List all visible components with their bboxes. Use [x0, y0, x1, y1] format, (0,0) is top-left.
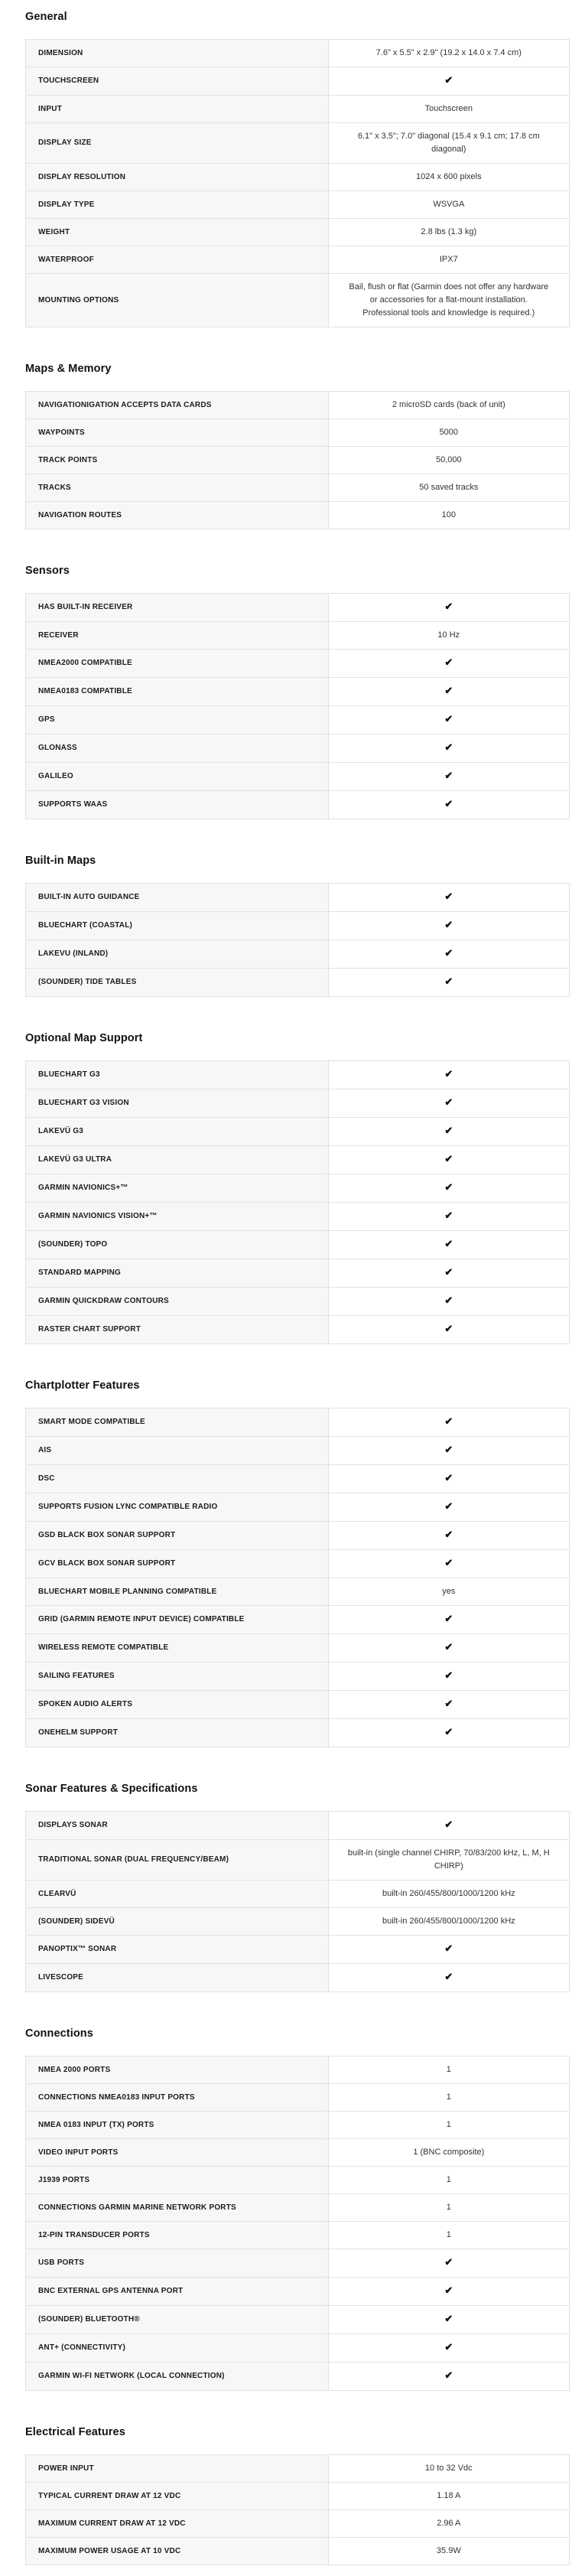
spec-label: BLUECHART (COASTAL): [26, 912, 329, 940]
spec-label: MAXIMUM CURRENT DRAW AT 12 VDC: [26, 2510, 329, 2538]
spec-value: [328, 1493, 569, 1522]
spec-section: [25, 363, 570, 529]
checkmark-icon: ✔: [444, 919, 453, 930]
checkmark-icon: ✔: [444, 1669, 453, 1681]
spec-table: [25, 1408, 570, 1747]
spec-row: [26, 2538, 570, 2565]
section-title: Sensors: [25, 565, 70, 577]
checkmark-icon: ✔: [444, 1125, 453, 1136]
checkmark-icon: ✔: [444, 2256, 453, 2268]
spec-label: LAKEVÜ G3: [26, 1118, 329, 1146]
spec-row: [26, 1663, 570, 1691]
spec-value: yes: [328, 1578, 569, 1606]
spec-table-body: [26, 594, 570, 819]
spec-row: [26, 2249, 570, 2278]
spec-row: [26, 734, 570, 763]
spec-row: [26, 1522, 570, 1550]
spec-row: [26, 2334, 570, 2363]
spec-section: [25, 855, 570, 997]
spec-row: [26, 123, 570, 164]
spec-row: [26, 67, 570, 96]
spec-table: [25, 39, 570, 327]
checkmark-icon: ✔: [444, 601, 453, 612]
spec-row: [26, 1908, 570, 1936]
spec-value: [328, 2334, 569, 2363]
spec-row: [26, 1061, 570, 1089]
section-title: Connections: [25, 2027, 93, 2040]
spec-section: [25, 1379, 570, 1747]
spec-value: [328, 1812, 569, 1840]
spec-row: [26, 447, 570, 474]
spec-row: [26, 2139, 570, 2167]
spec-value: [328, 1465, 569, 1493]
spec-label: ONEHELM SUPPORT: [26, 1719, 329, 1747]
spec-row: [26, 1465, 570, 1493]
spec-value: 2 microSD cards (back of unit): [328, 392, 569, 419]
spec-value: [328, 969, 569, 997]
section-title: Built-in Maps: [25, 855, 96, 867]
spec-row: [26, 1606, 570, 1634]
spec-value: [328, 912, 569, 940]
spec-section: [25, 565, 570, 819]
section-title: Maps & Memory: [25, 363, 112, 375]
checkmark-icon: ✔: [444, 1529, 453, 1540]
spec-value: WSVGA: [328, 191, 569, 219]
spec-row: [26, 1550, 570, 1578]
section-title: Sonar Features & Specifications: [25, 1783, 198, 1795]
spec-label: WIRELESS REMOTE COMPATIBLE: [26, 1634, 329, 1663]
spec-section: [25, 1783, 570, 1992]
spec-label: RASTER CHART SUPPORT: [26, 1316, 329, 1344]
checkmark-icon: ✔: [444, 770, 453, 781]
checkmark-icon: ✔: [444, 1726, 453, 1737]
spec-table: [25, 883, 570, 997]
spec-value: [328, 594, 569, 622]
spec-value: built-in (single channel CHIRP, 70/83/200 kHz, L, M, H CHIRP): [328, 1840, 569, 1881]
spec-label: J1939 PORTS: [26, 2167, 329, 2194]
spec-label: GPS: [26, 706, 329, 734]
spec-value: [328, 1522, 569, 1550]
spec-label: GARMIN NAVIONICS VISION+™: [26, 1203, 329, 1231]
checkmark-icon: ✔: [444, 1472, 453, 1483]
spec-label: LAKEVU (INLAND): [26, 940, 329, 969]
spec-value: 1: [328, 2167, 569, 2194]
spec-label: BLUECHART G3: [26, 1061, 329, 1089]
spec-value: [328, 1691, 569, 1719]
spec-section: [25, 2027, 570, 2391]
spec-row: [26, 2455, 570, 2483]
spec-value: 1: [328, 2112, 569, 2139]
spec-label: NMEA0183 COMPATIBLE: [26, 678, 329, 706]
checkmark-icon: ✔: [444, 1295, 453, 1306]
spec-value: [328, 678, 569, 706]
spec-label: INPUT: [26, 96, 329, 123]
spec-label: TOUCHSCREEN: [26, 67, 329, 96]
checkmark-icon: ✔: [444, 1557, 453, 1568]
spec-row: [26, 940, 570, 969]
checkmark-icon: ✔: [444, 1266, 453, 1278]
spec-value: [328, 1964, 569, 1992]
spec-label: CONNECTIONS NMEA0183 INPUT PORTS: [26, 2084, 329, 2112]
spec-label: DISPLAY RESOLUTION: [26, 164, 329, 191]
spec-value: [328, 1288, 569, 1316]
spec-row: [26, 622, 570, 650]
spec-value: [328, 1203, 569, 1231]
spec-value: 10 Hz: [328, 622, 569, 650]
spec-value: 1: [328, 2194, 569, 2222]
spec-section: [25, 11, 570, 327]
spec-sections: [25, 11, 570, 2565]
spec-label: GSD BLACK BOX SONAR SUPPORT: [26, 1522, 329, 1550]
spec-row: [26, 650, 570, 678]
spec-label: GARMIN QUICKDRAW CONTOURS: [26, 1288, 329, 1316]
spec-row: [26, 1203, 570, 1231]
spec-row: [26, 1408, 570, 1437]
section-title: General: [25, 11, 67, 23]
checkmark-icon: ✔: [444, 1444, 453, 1455]
spec-value: 5000: [328, 419, 569, 447]
spec-label: VIDEO INPUT PORTS: [26, 2139, 329, 2167]
spec-label: LAKEVÜ G3 ULTRA: [26, 1146, 329, 1174]
checkmark-icon: ✔: [444, 685, 453, 696]
spec-value: Touchscreen: [328, 96, 569, 123]
spec-table-body: [26, 2057, 570, 2391]
checkmark-icon: ✔: [444, 713, 453, 725]
spec-value: [328, 1146, 569, 1174]
spec-row: [26, 1812, 570, 1840]
spec-value: built-in 260/455/800/1000/1200 kHz: [328, 1881, 569, 1908]
spec-value: [328, 1437, 569, 1465]
spec-row: [26, 2510, 570, 2538]
checkmark-icon: ✔: [444, 2341, 453, 2353]
spec-label: BLUECHART G3 VISION: [26, 1089, 329, 1118]
spec-row: [26, 1231, 570, 1259]
spec-label: BLUECHART MOBILE PLANNING COMPATIBLE: [26, 1578, 329, 1606]
spec-value: Bail, flush or flat (Garmin does not offer any hardware or accessories for a flat-mount installation. Professional tools and knowledge is required.): [328, 274, 569, 327]
spec-label: MOUNTING OPTIONS: [26, 274, 329, 327]
checkmark-icon: ✔: [444, 1210, 453, 1221]
spec-label: GCV BLACK BOX SONAR SUPPORT: [26, 1550, 329, 1578]
spec-value: 1: [328, 2057, 569, 2084]
spec-row: [26, 1259, 570, 1288]
spec-label: CONNECTIONS GARMIN MARINE NETWORK PORTS: [26, 2194, 329, 2222]
spec-row: [26, 969, 570, 997]
spec-value: [328, 1719, 569, 1747]
spec-label: AIS: [26, 1437, 329, 1465]
checkmark-icon: ✔: [444, 1971, 453, 1982]
spec-label: WEIGHT: [26, 219, 329, 246]
spec-label: GRID (GARMIN REMOTE INPUT DEVICE) COMPATIBLE: [26, 1606, 329, 1634]
spec-row: [26, 40, 570, 67]
spec-row: [26, 1493, 570, 1522]
spec-row: [26, 191, 570, 219]
spec-table: [25, 2454, 570, 2565]
spec-label: WAYPOINTS: [26, 419, 329, 447]
spec-label: GALILEO: [26, 763, 329, 791]
spec-label: SAILING FEATURES: [26, 1663, 329, 1691]
spec-label: TRACK POINTS: [26, 447, 329, 474]
checkmark-icon: ✔: [444, 798, 453, 809]
spec-value: [328, 1408, 569, 1437]
spec-row: [26, 2363, 570, 2391]
checkmark-icon: ✔: [444, 1943, 453, 1954]
spec-table-body: [26, 1812, 570, 1992]
spec-value: 35.9W: [328, 2538, 569, 2565]
spec-table: [25, 593, 570, 819]
checkmark-icon: ✔: [444, 1500, 453, 1512]
checkmark-icon: ✔: [444, 741, 453, 753]
spec-label: SUPPORTS FUSION LYNC COMPATIBLE RADIO: [26, 1493, 329, 1522]
spec-row: [26, 1936, 570, 1964]
spec-label: NMEA2000 COMPATIBLE: [26, 650, 329, 678]
spec-row: [26, 1316, 570, 1344]
spec-value: [328, 1174, 569, 1203]
spec-label: GLONASS: [26, 734, 329, 763]
spec-row: [26, 2306, 570, 2334]
checkmark-icon: ✔: [444, 891, 453, 902]
spec-label: DISPLAY TYPE: [26, 191, 329, 219]
spec-label: CLEARVÜ: [26, 1881, 329, 1908]
spec-value: built-in 260/455/800/1000/1200 kHz: [328, 1908, 569, 1936]
spec-label: BUILT-IN AUTO GUIDANCE: [26, 884, 329, 912]
spec-table-body: [26, 2455, 570, 2565]
checkmark-icon: ✔: [444, 1068, 453, 1080]
spec-row: [26, 1578, 570, 1606]
spec-row: [26, 1719, 570, 1747]
spec-row: [26, 2222, 570, 2249]
spec-value: 1: [328, 2084, 569, 2112]
spec-row: [26, 1089, 570, 1118]
spec-value: [328, 1231, 569, 1259]
spec-label: (SOUNDER) SIDEVÜ: [26, 1908, 329, 1936]
spec-label: NMEA 0183 INPUT (TX) PORTS: [26, 2112, 329, 2139]
checkmark-icon: ✔: [444, 1238, 453, 1249]
checkmark-icon: ✔: [444, 1153, 453, 1164]
spec-value: 2.8 lbs (1.3 kg): [328, 219, 569, 246]
section-title: Chartplotter Features: [25, 1379, 140, 1392]
spec-value: [328, 940, 569, 969]
spec-row: [26, 1964, 570, 1992]
spec-row: [26, 706, 570, 734]
spec-label: WATERPROOF: [26, 246, 329, 274]
checkmark-icon: ✔: [444, 1698, 453, 1709]
checkmark-icon: ✔: [444, 1096, 453, 1108]
spec-value: [328, 2249, 569, 2278]
checkmark-icon: ✔: [444, 2313, 453, 2324]
spec-row: [26, 274, 570, 327]
spec-table-body: [26, 1061, 570, 1344]
spec-label: GARMIN WI-FI NETWORK (LOCAL CONNECTION): [26, 2363, 329, 2391]
spec-label: USB PORTS: [26, 2249, 329, 2278]
spec-label: MAXIMUM POWER USAGE AT 10 VDC: [26, 2538, 329, 2565]
spec-label: DISPLAYS SONAR: [26, 1812, 329, 1840]
spec-value: 100: [328, 502, 569, 529]
checkmark-icon: ✔: [444, 1415, 453, 1427]
spec-row: [26, 219, 570, 246]
spec-value: IPX7: [328, 246, 569, 274]
spec-label: TYPICAL CURRENT DRAW AT 12 VDC: [26, 2483, 329, 2510]
checkmark-icon: ✔: [444, 1641, 453, 1653]
spec-label: NMEA 2000 PORTS: [26, 2057, 329, 2084]
spec-row: [26, 1634, 570, 1663]
spec-value: [328, 884, 569, 912]
spec-value: 1.18 A: [328, 2483, 569, 2510]
spec-table: [25, 391, 570, 529]
spec-row: [26, 96, 570, 123]
spec-value: [328, 2278, 569, 2306]
spec-value: 1024 x 600 pixels: [328, 164, 569, 191]
spec-label: BNC EXTERNAL GPS ANTENNA PORT: [26, 2278, 329, 2306]
spec-value: [328, 67, 569, 96]
spec-label: LIVESCOPE: [26, 1964, 329, 1992]
checkmark-icon: ✔: [444, 1323, 453, 1334]
spec-row: [26, 2112, 570, 2139]
spec-label: DSC: [26, 1465, 329, 1493]
spec-value: 2.96 A: [328, 2510, 569, 2538]
spec-value: [328, 763, 569, 791]
spec-value: [328, 2306, 569, 2334]
spec-value: [328, 706, 569, 734]
spec-row: [26, 763, 570, 791]
spec-label: DIMENSION: [26, 40, 329, 67]
spec-label: GARMIN NAVIONICS+™: [26, 1174, 329, 1203]
spec-value: [328, 1550, 569, 1578]
spec-label: (SOUNDER) TIDE TABLES: [26, 969, 329, 997]
spec-value: 7.6" x 5.5" x 2.9" (19.2 x 14.0 x 7.4 cm): [328, 40, 569, 67]
spec-row: [26, 1691, 570, 1719]
spec-row: [26, 1146, 570, 1174]
checkmark-icon: ✔: [444, 947, 453, 959]
checkmark-icon: ✔: [444, 2285, 453, 2296]
checkmark-icon: ✔: [444, 1819, 453, 1830]
spec-value: 1 (BNC composite): [328, 2139, 569, 2167]
spec-value: [328, 2363, 569, 2391]
spec-label: (SOUNDER) TOPO: [26, 1231, 329, 1259]
spec-label: SPOKEN AUDIO ALERTS: [26, 1691, 329, 1719]
spec-section: [25, 2426, 570, 2565]
spec-label: NAVIGATIONIGATION ACCEPTS DATA CARDS: [26, 392, 329, 419]
spec-section: [25, 1032, 570, 1344]
spec-row: [26, 1840, 570, 1881]
spec-row: [26, 1437, 570, 1465]
spec-row: [26, 246, 570, 274]
spec-value: 6.1" x 3.5"; 7.0" diagonal (15.4 x 9.1 cm; 17.8 cm diagonal): [328, 123, 569, 164]
spec-row: [26, 502, 570, 529]
spec-label: HAS BUILT-IN RECEIVER: [26, 594, 329, 622]
spec-row: [26, 474, 570, 502]
spec-row: [26, 2057, 570, 2084]
spec-label: 12-PIN TRANSDUCER PORTS: [26, 2222, 329, 2249]
spec-row: [26, 164, 570, 191]
spec-row: [26, 419, 570, 447]
section-title: Optional Map Support: [25, 1032, 143, 1044]
checkmark-icon: ✔: [444, 1613, 453, 1624]
spec-row: [26, 2483, 570, 2510]
spec-value: [328, 734, 569, 763]
spec-label: STANDARD MAPPING: [26, 1259, 329, 1288]
spec-row: [26, 791, 570, 819]
spec-table: [25, 2056, 570, 2391]
spec-value: 1: [328, 2222, 569, 2249]
spec-value: [328, 1259, 569, 1288]
spec-value: [328, 1316, 569, 1344]
spec-row: [26, 2194, 570, 2222]
checkmark-icon: ✔: [444, 2369, 453, 2381]
section-title: Electrical Features: [25, 2426, 125, 2438]
spec-row: [26, 392, 570, 419]
spec-row: [26, 2278, 570, 2306]
spec-row: [26, 912, 570, 940]
spec-value: 50,000: [328, 447, 569, 474]
spec-table-body: [26, 1408, 570, 1747]
spec-row: [26, 884, 570, 912]
spec-table: [25, 1060, 570, 1344]
spec-value: [328, 1089, 569, 1118]
spec-value: [328, 1118, 569, 1146]
checkmark-icon: ✔: [444, 74, 453, 86]
spec-row: [26, 2084, 570, 2112]
checkmark-icon: ✔: [444, 975, 453, 987]
spec-label: ANT+ (CONNECTIVITY): [26, 2334, 329, 2363]
spec-label: SUPPORTS WAAS: [26, 791, 329, 819]
spec-label: TRADITIONAL SONAR (DUAL FREQUENCY/BEAM): [26, 1840, 329, 1881]
spec-row: [26, 1881, 570, 1908]
spec-value: [328, 1663, 569, 1691]
checkmark-icon: ✔: [444, 656, 453, 668]
spec-label: NAVIGATION ROUTES: [26, 502, 329, 529]
spec-table-body: [26, 392, 570, 529]
spec-label: DISPLAY SIZE: [26, 123, 329, 164]
checkmark-icon: ✔: [444, 1181, 453, 1193]
spec-value: 50 saved tracks: [328, 474, 569, 502]
spec-label: RECEIVER: [26, 622, 329, 650]
spec-table-body: [26, 40, 570, 327]
spec-row: [26, 1288, 570, 1316]
spec-row: [26, 678, 570, 706]
spec-value: [328, 1634, 569, 1663]
spec-row: [26, 2167, 570, 2194]
spec-label: (SOUNDER) BLUETOOTH®: [26, 2306, 329, 2334]
spec-row: [26, 1118, 570, 1146]
spec-label: PANOPTIX™ SONAR: [26, 1936, 329, 1964]
spec-value: [328, 1061, 569, 1089]
spec-table-body: [26, 884, 570, 997]
spec-value: [328, 1936, 569, 1964]
spec-label: TRACKS: [26, 474, 329, 502]
spec-label: POWER INPUT: [26, 2455, 329, 2483]
spec-value: [328, 1606, 569, 1634]
spec-value: 10 to 32 Vdc: [328, 2455, 569, 2483]
spec-label: SMART MODE COMPATIBLE: [26, 1408, 329, 1437]
spec-row: [26, 594, 570, 622]
spec-value: [328, 650, 569, 678]
spec-value: [328, 791, 569, 819]
spec-table: [25, 1811, 570, 1992]
spec-row: [26, 1174, 570, 1203]
